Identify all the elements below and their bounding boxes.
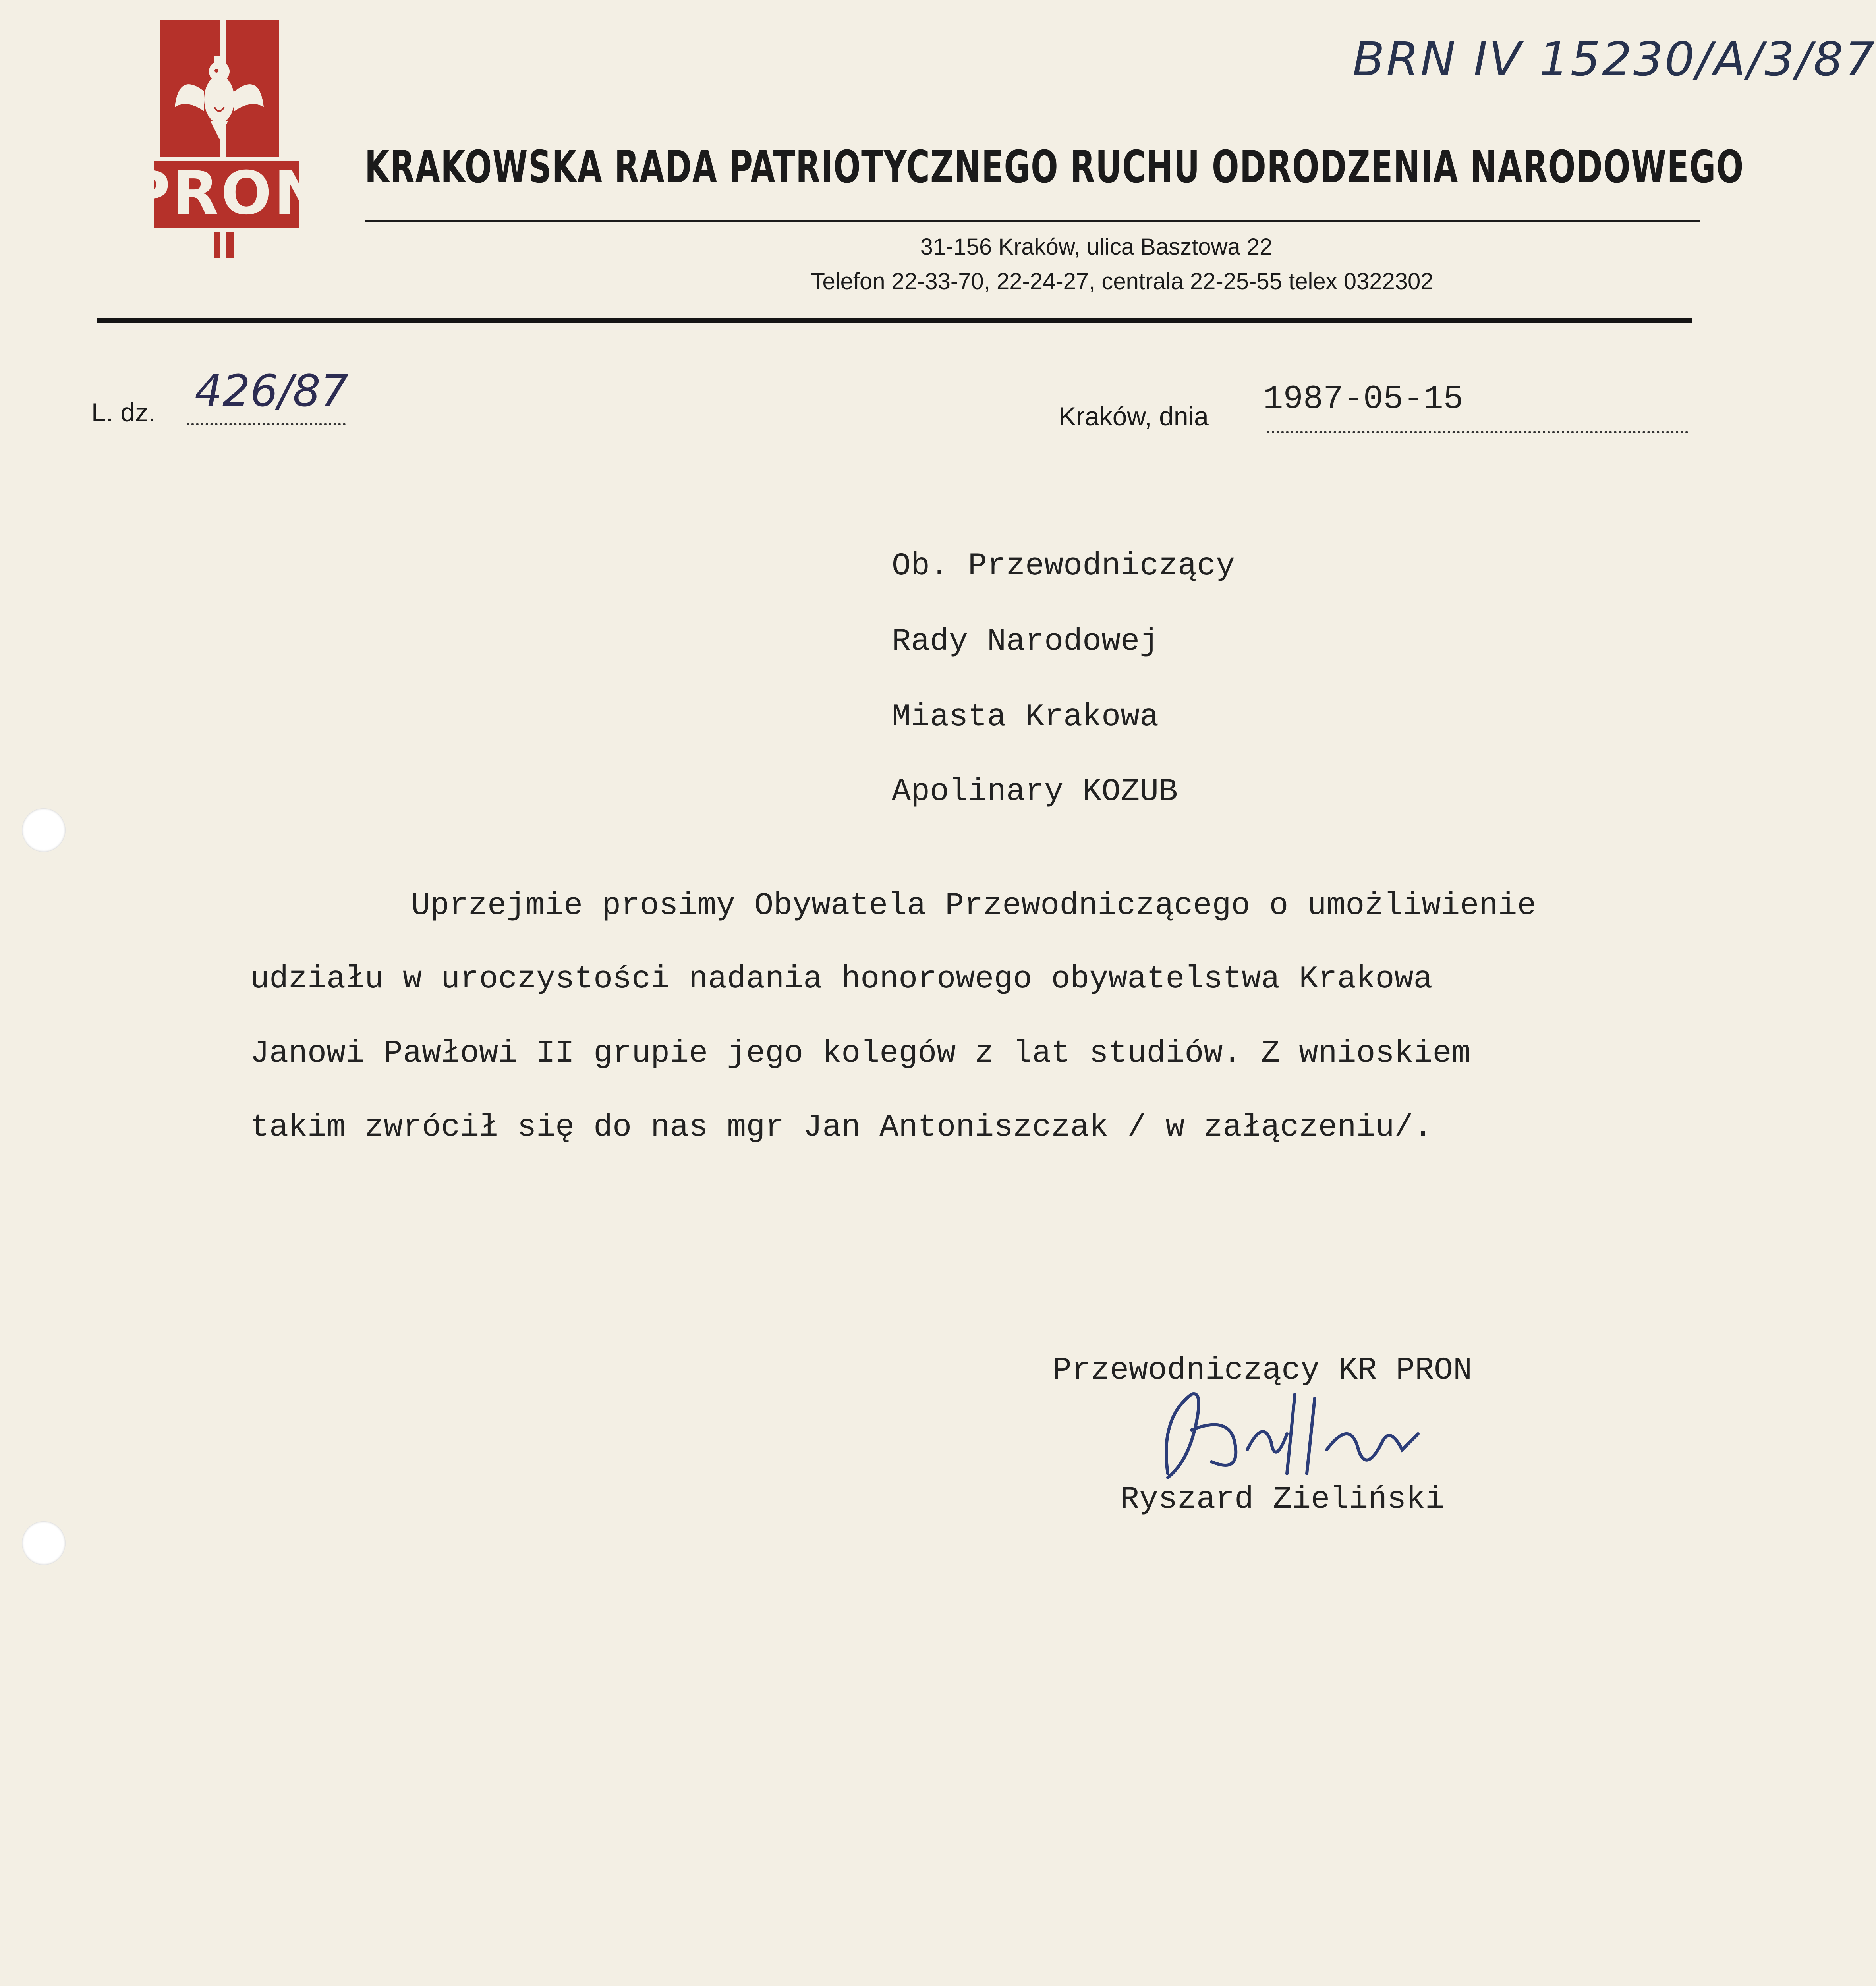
handwritten-reference-note: BRN IV 15230/A/3/87	[1352, 32, 1876, 87]
body-line-3: Janowi Pawłowi II grupie jego kolegów z lat studiów. Z wnioskiem	[250, 1036, 1471, 1072]
handwritten-signature	[1144, 1370, 1430, 1493]
body-line-2: udziału w uroczystości nadania honorowego obywatelstwa Krakowa	[250, 961, 1433, 997]
date-dotted-line	[1267, 431, 1688, 433]
body-line-1: Uprzejmie prosimy Obywatela Przewodniczącego o umożliwienie	[411, 888, 1536, 924]
recipient-line-4: Apolinary KOZUB	[892, 774, 1178, 810]
title-underline	[365, 220, 1700, 222]
organization-name: KRAKOWSKA RADA PATRIOTYCZNEGO RUCHU ODRODZENIA NARODOWEGO	[365, 141, 1744, 193]
signatory-title: Przewodniczący KR PRON	[1053, 1352, 1472, 1389]
header-rule	[97, 318, 1692, 323]
body-line-4: takim zwrócił się do nas mgr Jan Antoniszczak / w załączeniu/.	[250, 1109, 1433, 1146]
registry-label: L. dz.	[91, 398, 156, 427]
punch-hole-bottom	[22, 1521, 66, 1565]
registry-number: 426/87	[195, 365, 348, 416]
punch-hole-top	[22, 808, 66, 852]
registry-dotted-line	[187, 423, 346, 425]
signatory-name: Ryszard Zieliński	[1120, 1482, 1445, 1518]
date-value: 1987-05-15	[1263, 381, 1464, 418]
address-line: 31-156 Kraków, ulica Basztowa 22	[920, 234, 1273, 260]
pron-logo	[126, 20, 327, 258]
recipient-line-2: Rady Narodowej	[892, 624, 1159, 660]
date-label: Kraków, dnia	[1059, 402, 1209, 431]
contacts-line: Telefon 22-33-70, 22-24-27, centrala 22-25-55 telex 0322302	[811, 269, 1434, 294]
recipient-line-3: Miasta Krakowa	[892, 699, 1159, 735]
recipient-line-1: Ob. Przewodniczący	[892, 548, 1235, 584]
logo-text: PRON	[126, 159, 327, 228]
